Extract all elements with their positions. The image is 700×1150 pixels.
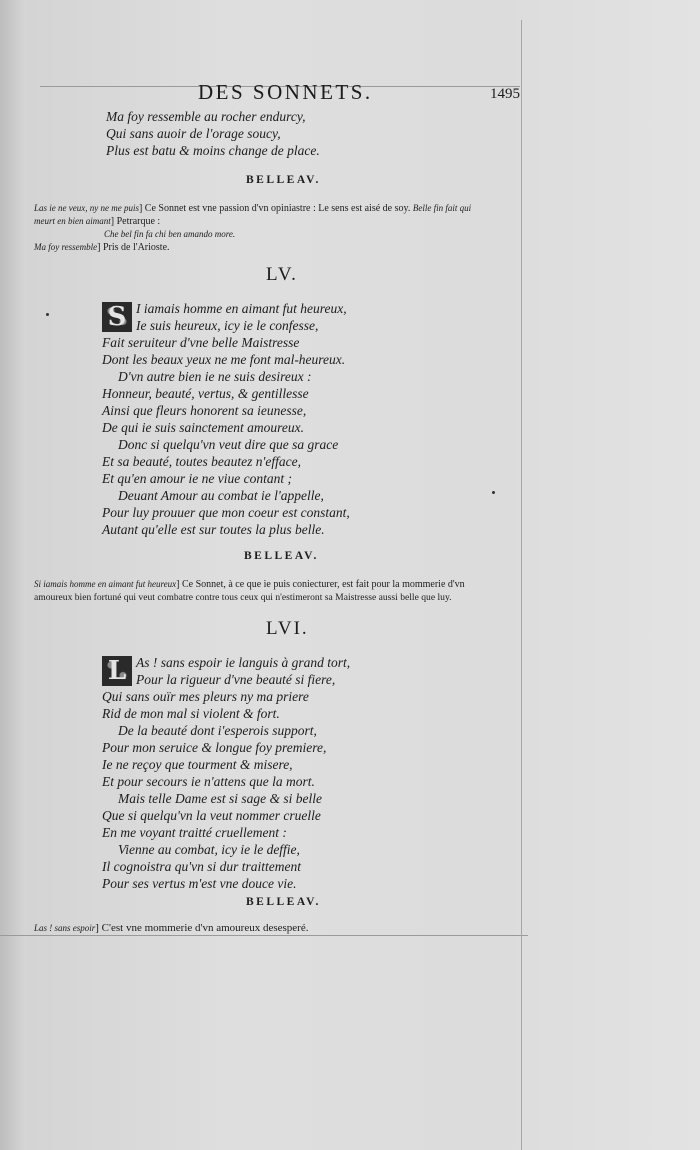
verse-line: Vienne au combat, icy ie le deffie, (118, 842, 300, 857)
verse-line: De la beauté dont i'esperois support, (118, 723, 317, 738)
verse-line: Que si quelqu'vn la veut nommer cruelle (102, 808, 321, 823)
verse-line: Rid de mon mal si violent & fort. (102, 706, 280, 721)
note-lemma: Ma foy ressemble (34, 242, 98, 252)
commentary-heading: BELLEAV. (246, 174, 321, 186)
commentary-note (34, 202, 471, 254)
verse-line: Pour ses vertus m'est vne douce vie. (102, 876, 297, 891)
page-number: 1495 (490, 86, 520, 102)
verse-line: Qui sans ouïr mes pleurs ny ma priere (102, 689, 309, 704)
note-quote: meurt en bien aimant (34, 216, 111, 226)
verse-line: Et qu'en amour ie ne viue contant ; (102, 471, 292, 486)
sonnet-number: LVI. (266, 618, 309, 639)
verse-line: Dont les beaux yeux ne me font mal-heureux. (102, 352, 346, 367)
note-lemma: Las ! sans espoir (34, 923, 96, 933)
verse-line: Il cognoistra qu'vn si dur traittement (102, 859, 301, 874)
commentary-note (34, 578, 465, 604)
sonnet-number: LV. (266, 264, 298, 285)
note-quote: Belle fin fait qui (412, 203, 472, 213)
commentary-note (34, 922, 308, 935)
commentary-heading: BELLEAV. (246, 896, 321, 908)
ink-speck (46, 313, 49, 316)
top-verse (106, 108, 320, 159)
note-lemma: Si iamais homme en aimant fut heureux (34, 579, 177, 589)
verse-line: I iamais homme en aimant fut heureux, (136, 301, 347, 316)
note-text: amoureux bien fortuné qui veut combatre contre tous ceux qui n'estimeront sa Maistresse aussi belle que luy. (34, 592, 452, 603)
scan-margin-left (0, 0, 26, 1150)
verse-line: Pour luy prouuer que mon coeur est constant, (102, 505, 350, 520)
drop-cap: L (102, 656, 132, 686)
verse-line: Deuant Amour au combat ie l'appelle, (118, 488, 324, 503)
verse-line: Pour mon seruice & longue foy premiere, (102, 740, 327, 755)
column-rule (521, 20, 522, 1150)
verse-line: Honneur, beauté, vertus, & gentillesse (102, 386, 309, 401)
note-text: ] C'est vne mommerie d'vn amoureux desesperé. (95, 922, 309, 934)
verse-line: Fait seruiteur d'vne belle Maistresse (102, 335, 300, 350)
ink-speck (492, 491, 495, 494)
verse-line: En me voyant traitté cruellement : (102, 825, 287, 840)
verse-line: Et sa beauté, toutes beautez n'efface, (102, 454, 301, 469)
note-lemma: Las ie ne veux, ny ne me puis (34, 203, 139, 213)
sonnet-lvi (102, 654, 422, 892)
verse-line: De qui ie suis sainctement amoureux. (102, 420, 304, 435)
verse-line: Autant qu'elle est sur toutes la plus belle. (102, 522, 325, 537)
verse-line: Qui sans auoir de l'orage soucy, (106, 126, 281, 141)
verse-line: Ie suis heureux, icy ie le confesse, (136, 318, 319, 333)
verse-line: D'vn autre bien ie ne suis desireux : (118, 369, 312, 384)
verse-line: Plus est batu & moins change de place. (106, 143, 320, 158)
verse-line: Ma foy ressemble au rocher endurcy, (106, 109, 306, 124)
verse-line: Ainsi que fleurs honorent sa ieunesse, (102, 403, 307, 418)
verse-line: Et pour secours ie n'attens que la mort. (102, 774, 315, 789)
note-text: ] Petrarque : (110, 216, 161, 227)
verse-line: Ie ne reçoy que tourment & misere, (102, 757, 293, 772)
note-citation: Che bel fin fa chi ben amando more. (104, 229, 236, 239)
note-text: ] Ce Sonnet est vne passion d'vn opiniastre : Le sens est aisé de soy. (138, 203, 411, 214)
commentary-heading: BELLEAV. (244, 550, 319, 562)
note-text: ] Pris de l'Arioste. (97, 242, 170, 253)
verse-line: Pour la rigueur d'vne beauté si fiere, (136, 672, 336, 687)
bottom-rule (0, 935, 528, 936)
sonnet-lv (102, 300, 422, 538)
book-page (26, 0, 700, 1150)
running-title: DES SONNETS. (198, 80, 373, 104)
note-text: ] Ce Sonnet, à ce que ie puis coniecturer, est fait pour la mommerie d'vn (176, 579, 465, 590)
verse-line: As ! sans espoir ie languis à grand tort, (136, 655, 351, 670)
verse-line: Mais telle Dame est si sage & si belle (118, 791, 322, 806)
verse-line: Donc si quelqu'vn veut dire que sa grace (118, 437, 339, 452)
drop-cap: S (102, 302, 132, 332)
